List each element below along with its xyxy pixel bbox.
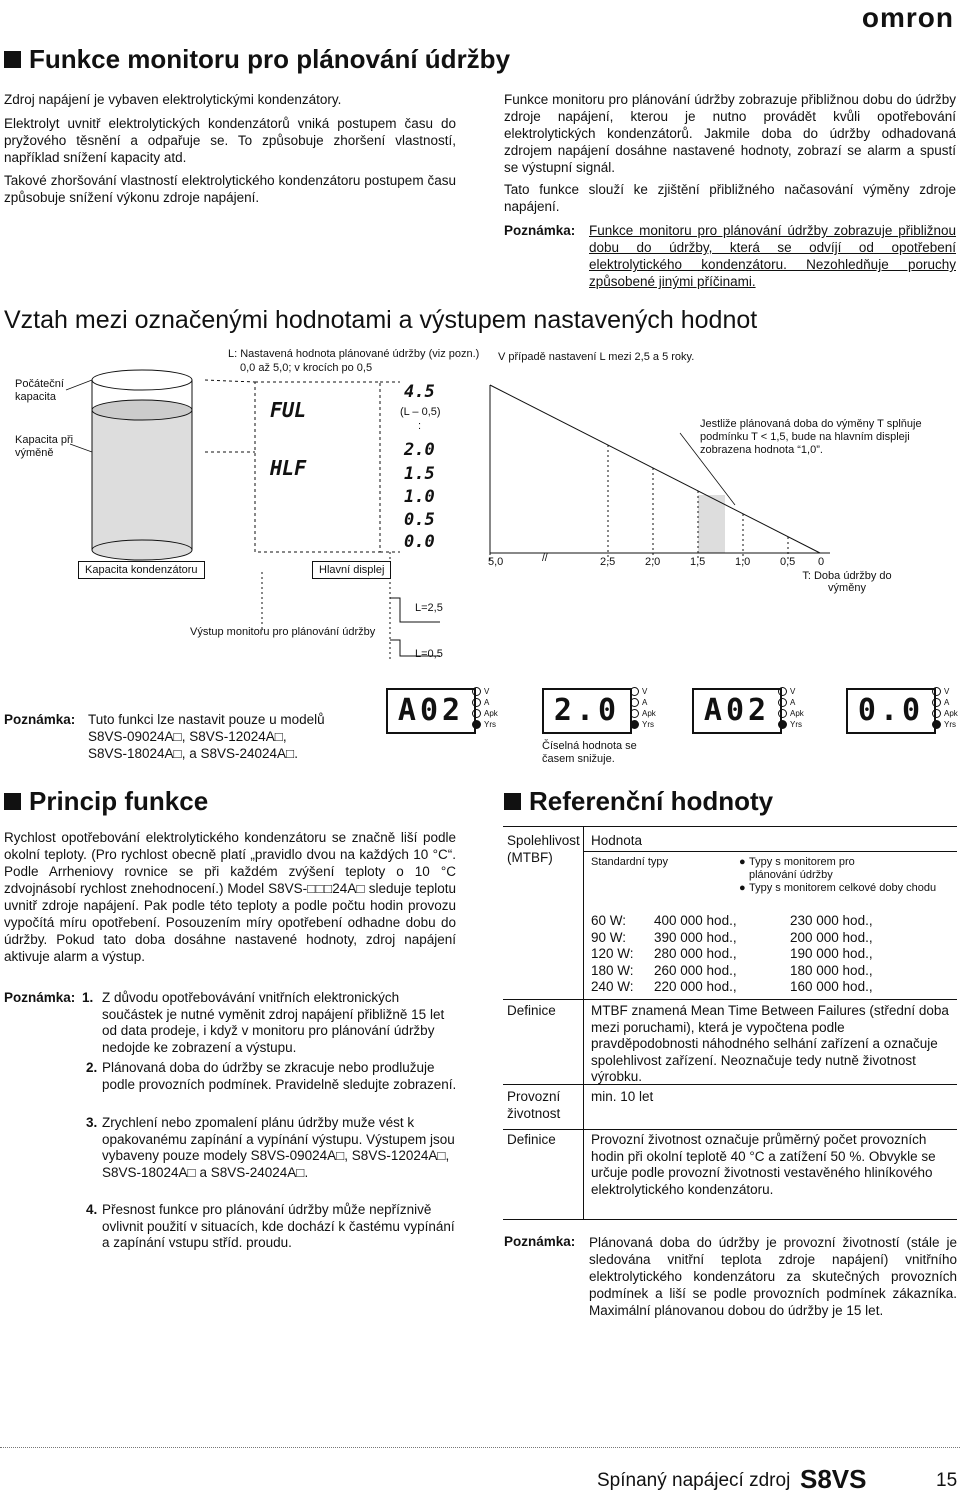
omron-logo: omron (861, 2, 954, 33)
display-05: 0.5 (404, 510, 435, 530)
display-00: 0.0 (404, 532, 435, 552)
note-num-4: 4. (86, 1202, 98, 1217)
note-line-3: S8VS-18024A□, a S8VS-24024A□. (88, 746, 298, 761)
note-num-1: 1. (82, 990, 94, 1005)
condition-note: Jestliže plánovaná doba do výměny T splňuje podmínku T < 1,5, bude na hlavním displeji zobrazena hodnota “1,0”. (700, 418, 922, 456)
display-panel-4: 0.0 (846, 688, 936, 734)
led-group-4: V A Apk Yrs (932, 686, 958, 730)
page-number: 15 (936, 1470, 958, 1491)
section-title-text: Funkce monitoru pro plánování údržby (29, 44, 511, 74)
note-line-1: Tuto funkci lze nastavit pouze u modelů (88, 712, 325, 727)
l05-label: L=0,5 (415, 648, 443, 660)
note-text-2: Plánovaná doba do údržby se zkracuje nebo prodlužuje podle provozních podmínek. Pravidelně sledujte zobrazení. (102, 1060, 457, 1092)
reference-note-text: Plánovaná doba do údržby je provozní životností (stále je sledována vnitřní teplota zdroje napájení) vnitřního elektrolytického kondenzátoru za skutečných provozních podmínek a liší se podle provozních podmínek zákazníka. Maximální plánovanou dobou do údržby je 15 let. (589, 1235, 957, 1318)
note-text: Funkce monitoru pro plánování údržby zobrazuje přibližnou dobu do údržby, která se odvíjí od opotřebení elektrolytického kondenzátoru. Nezohledňuje poruchy způsobené jinými příčinami. (589, 223, 956, 289)
display-panel-1: A02 (386, 688, 476, 734)
led-icon (472, 687, 481, 696)
life-label: Provozní životnost (507, 1089, 561, 1121)
initial-capacity-label: Počáteční kapacita (15, 378, 64, 403)
footer-text: Spínaný napájecí zdroj (597, 1470, 791, 1491)
degradation-graph (470, 365, 960, 565)
axis-10: 1,0 (735, 556, 751, 568)
section-title-relation: Vztah mezi označenými hodnotami a výstupem nastavených hodnot (4, 306, 758, 334)
display-ful: FUL (270, 398, 307, 422)
section-title-reference: Referenční hodnoty (504, 786, 773, 817)
note-line-2: S8VS-09024A□, S8VS-12024A□, (88, 729, 287, 744)
life-value: min. 10 let (591, 1089, 654, 1104)
svg-text://: // (542, 553, 548, 564)
note-text-3: Zrychlení nebo zpomalení plánu údržby muže vést k opakovanému zapínání a vypínání výstupu. Výstupem jsou vybaveny pouze modely S8VS-09024A□, S8VS-12024A□, S8VS-18024A□ a S8VS-24024A□. (102, 1115, 455, 1180)
footer-divider (0, 1447, 960, 1449)
bullet-square-icon (4, 51, 21, 68)
display-panel-2: 2.0 (542, 688, 632, 734)
mtbf-definition: MTBF znamená Mean Time Between Failures (střední doba mezi poruchami), která je vypočtena podle pravděpodobnosti náhodného selhání zařízení a označuje spolehlivost zařízení. Neoznačuje tedy nutně životnost výrobku. (591, 1003, 949, 1084)
right-p1: Funkce monitoru pro plánování údržby zobrazuje přibližnou dobu do údržby zdroje napájení, kterou je nutno provádět kvůli opotřebování elektrolytických kondenzátorů. Jakmile doba do údržby odhadovaná zdrojem napájení dosáhne nastavené hodnoty, zobrazí se alarm a spustí se výstupní signál. (504, 92, 956, 175)
axis-caption: T: Doba údržby do výměny (802, 570, 892, 594)
display-hlf: HLF (270, 456, 307, 480)
l-setting-label: L: Nastavená hodnota plánované údržby (viz pozn.) (228, 348, 480, 360)
principle-note-label: Poznámka: (4, 990, 76, 1005)
l-minus-label: (L – 0,5) (400, 406, 441, 418)
l25-label: L=2,5 (415, 602, 443, 614)
capacitor-capacity-box: Kapacita kondenzátoru (78, 561, 205, 579)
reference-table: Spolehlivost (MTBF) Hodnota Standardní typy ● Typy s monitorem pro plánování údržby ● Typy s monitorem celkové doby chodu 60 W: 400 000 hod., 230 000 hod., 90 W: 390 000 hod., 200 000 hod., 120 W: 280 000 hod., 190 000 hod., 180 W: 260 000 hod., 180 000 hod., 240 W: 220 000 hod., 160 000 hod., Definice MTBF znamená Mean Time Between Failures (střední doba mezi poruchami), která je vypočtena podle pravděpodobnosti náhodného selhání zařízení a označuje spolehlivost zařízení. Neoznačuje tedy nutně životnost výrobku. Provozní životnost min. 10 let Definice Provozní životnost označuje průměrný počet provozních hodin při okolní teplotě 40 °C a zatížení 50 %. Obvykle se určuje podle provozní životnosti vestavěného hliníkového elektrolytického kondenzátoru. (503, 826, 957, 1220)
type-bullet-1: Typy s monitorem pro plánování údržby (749, 856, 855, 881)
output-label: Výstup monitoru pro plánování údržby (190, 626, 376, 638)
replacement-capacity-label: Kapacita při výměně (15, 434, 74, 459)
definition-label-2: Definice (507, 1132, 556, 1147)
axis-05: 0,5 (780, 556, 796, 568)
note-label-2: Poznámka: (4, 712, 76, 727)
note-text-4: Přesnost funkce pro plánování údržby může nepříznivě ovlivnit použití v situacích, kde dochází k častému vypínání a zapínání vstupu stříd. proudu. (102, 1202, 455, 1250)
intro-p3: Takové zhoršování vlastností elektrolytického kondenzátoru postupem času způsobuje snížení výkonu zdroje napájení. (4, 173, 456, 205)
numeric-value-note: Číselná hodnota se časem snižuje. (542, 740, 637, 765)
case-label: V případě nastavení L mezi 2,5 a 5 roky. (498, 351, 695, 363)
reference-note-label: Poznámka: (504, 1234, 576, 1249)
bullet-square-icon (4, 793, 21, 810)
axis-25: 2,5 (600, 556, 616, 568)
right-p2: Tato funkce slouží ke zjištění přibližného načasování výměny zdroje napájení. (504, 182, 956, 214)
intro-p1: Zdroj napájení je vybaven elektrolytickými kondenzátory. (4, 92, 342, 107)
note-num-3: 3. (86, 1115, 98, 1130)
axis-50: 5,0 (488, 556, 504, 568)
definition-label: Definice (507, 1003, 556, 1018)
section-title-principle: Princip funkce (4, 786, 208, 817)
bullet-square-icon (504, 793, 521, 810)
axis-20: 2,0 (645, 556, 661, 568)
principle-text: Rychlost opotřebování elektrolytického kondenzátoru se značně liší podle okolní teploty. (Pro rychlost obecně platí „pravidlo dvou na každých 10 °C“. Podle Arrheniovy rovnice se při každém zvýšení teploty o 10 °C zdvojnásobí rychlost znehodnocení.) Model S8VS-□□□24A□ sleduje teplotu uvnitř zdroje napájení. Pak podle této teploty a podle počtu hodin provozu vypočítá míru opotřebení. Posouzením míry opotřebení odhadne dobu do údržby. Pokud tato doba dosáhne nastavené hodnoty, zdroj napájení aktivuje alarm a výstup. (4, 830, 456, 964)
axis-15: 1,5 (690, 556, 706, 568)
led-group-3: V A Apk Yrs (778, 686, 804, 730)
life-definition: Provozní životnost označuje průměrný počet provozních hodin při okolní teplotě 40 °C a zatížení 50 %. Obvykle se určuje podle provozní životnosti vestavěného hliníkového elektrolytického kondenzátoru. (591, 1132, 936, 1197)
note-num-2: 2. (86, 1060, 98, 1075)
display-15: 1.5 (404, 464, 435, 484)
note-label: Poznámka: (504, 223, 576, 238)
section-title-monitor (4, 44, 510, 75)
mtbf-rows: 60 W: 400 000 hod., 230 000 hod., 90 W: 390 000 hod., 200 000 hod., 120 W: 280 000 hod., 190 000 hod., 180 W: 260 000 hod., 180 000 hod., 240 W: 220 000 hod., 160 000 hod., (591, 913, 873, 994)
note-text-1: Z důvodu opotřebovávání vnitřních elektronických součástek je nutné vyměnit zdroj napájení přibližně 15 let od data prodeje, i když v monitoru pro plánování údržby nedojde ke zobrazení a výstupu. (102, 990, 445, 1055)
footer-model: S8VS (800, 1464, 867, 1494)
axis-0: 0 (818, 556, 825, 568)
intro-p2: Elektrolyt uvnitř elektrolytických kondenzátorů vniká postupem času do pryžového těsnění a odpařuje se. To způsobuje zhoršení vlastností, například snížení kapacity atd. (4, 116, 456, 165)
display-45: 4.5 (404, 382, 435, 402)
colon: : (418, 420, 422, 432)
mtbf-label: Spolehlivost (MTBF) (507, 833, 580, 865)
std-types: Standardní typy (591, 856, 669, 868)
value-header: Hodnota (591, 833, 643, 848)
main-display-box: Hlavní displej (312, 561, 391, 579)
type-bullet-2: Typy s monitorem celkové doby chodu (749, 882, 937, 894)
led-group-1: V A Apk Yrs (472, 686, 498, 730)
display-10: 1.0 (404, 487, 435, 507)
display-20: 2.0 (404, 440, 435, 460)
l-range-label: 0,0 až 5,0; v krocích po 0,5 (240, 362, 373, 374)
led-group-2: V A Apk Yrs (630, 686, 656, 730)
display-panel-3: A02 (692, 688, 782, 734)
